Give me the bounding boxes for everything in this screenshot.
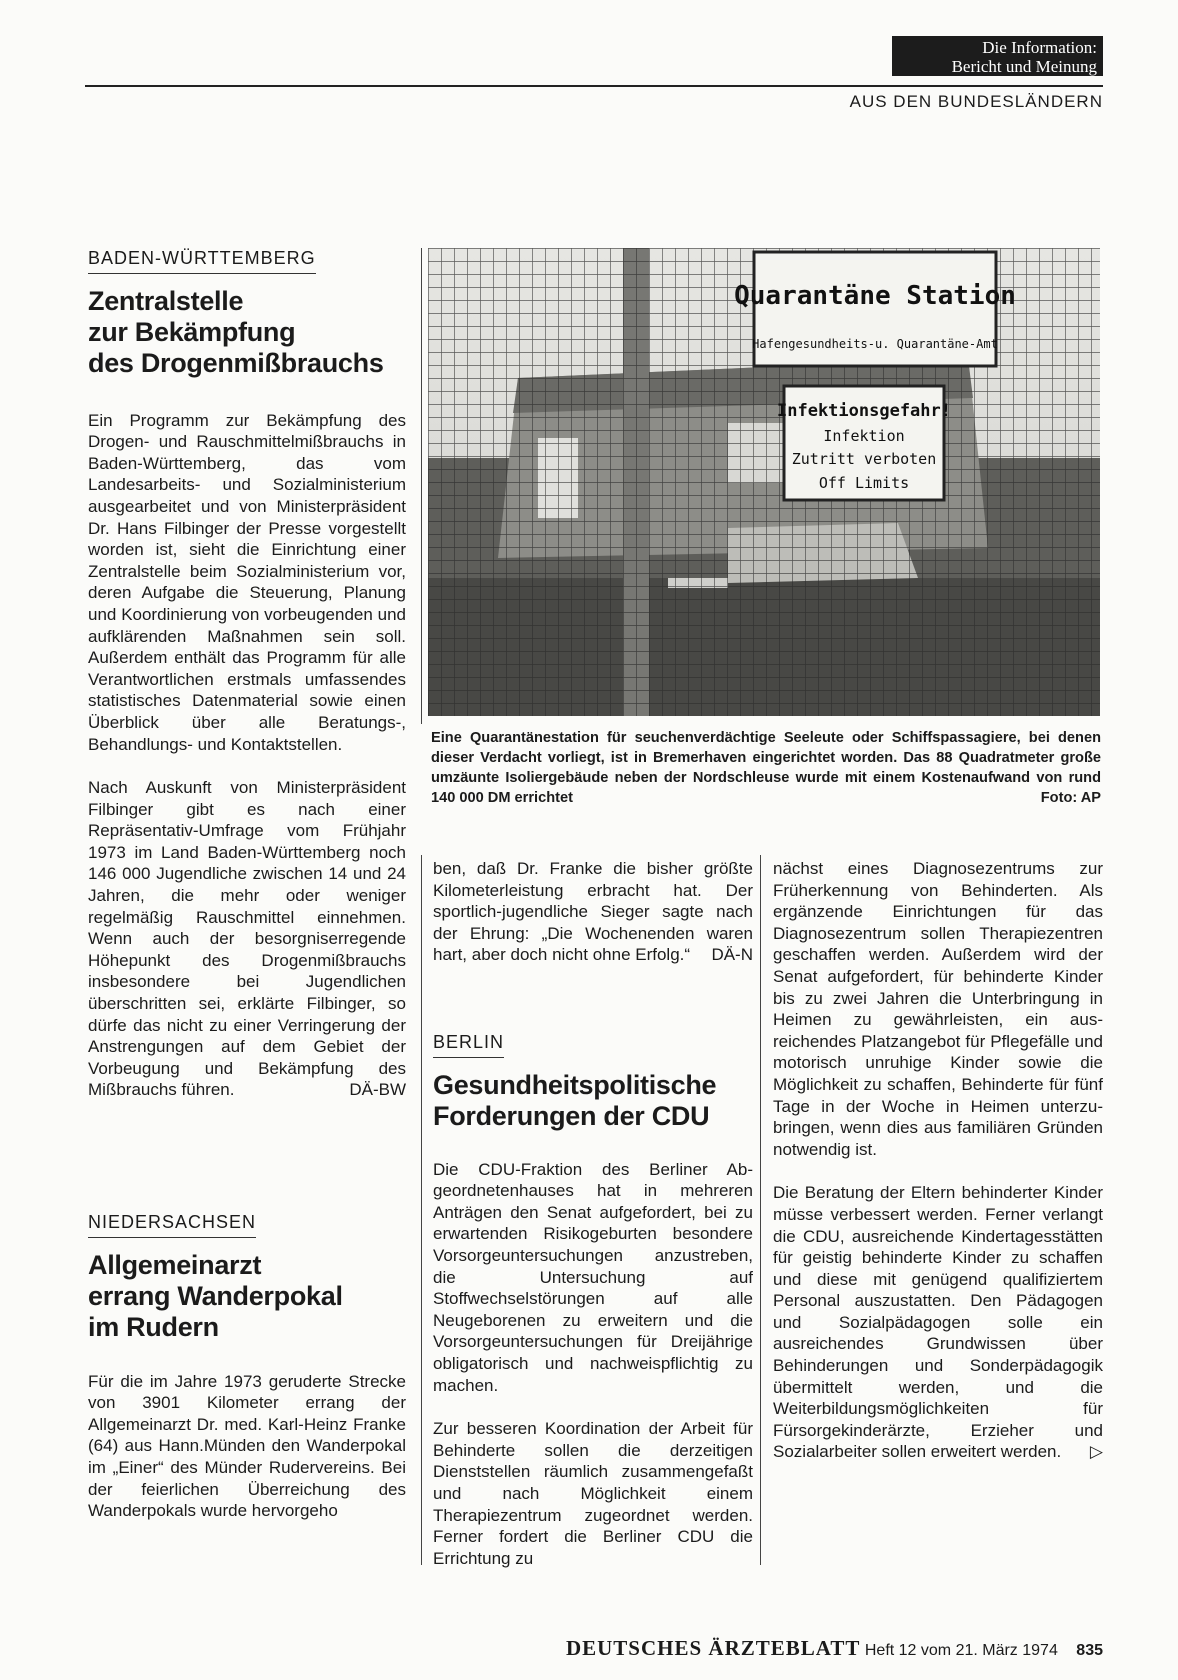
photo-illustration: [428, 248, 1100, 716]
headline-line: Forderungen der CDU: [433, 1100, 710, 1131]
brand-line-1: Die Information:: [982, 38, 1097, 57]
article-niedersachsen-continued: [433, 858, 753, 966]
paragraph: Die CDU-Fraktion des Berliner Abgeordnetenhauses hat in mehreren Anträgen den Senat aufgefordert, bei zu erwartenden Risikogeburten besondere Vorsorgeuntersuchungen anzustreben, die Untersuchung auf Stoffwechselstörungen auf alle Neugeborenen zu erweitern und die Vorsorgeuntersuchungen für Dreijährige obligatorisch und nachweispflichtig zu machen.: [433, 1159, 753, 1395]
article-berlin-continued: [773, 858, 1103, 1463]
header-rule: [85, 85, 1103, 87]
paragraph: [88, 777, 406, 1101]
paragraph: [433, 858, 753, 966]
paragraph-text: ben, daß Dr. Franke die bisher größte Kilometerleistung erbracht hat. Der sportlich-jugendliche Sieger sagte nach der Ehrung: „Die Wochenenden waren hart, aber doch nicht ohne Erfolg.“: [433, 859, 753, 965]
kicker-niedersachsen: NIEDERSACHSEN: [88, 1212, 256, 1238]
quarantine-station-photo: [428, 248, 1100, 716]
sign-line: Infektionsgefahr!: [777, 401, 951, 421]
paragraph: nächst eines Diagnosezentrums zur Früherkennung von Behinderten. Als ergänzende Einrichtungen für das Diagnosezentrum sollen Therapiezentren geschaffen werden. Außerdem wird der Senat aufgefordert, für behinderte Kinder bis zu zwei Jahren die Unterbringung in Heimen zu gewährleisten, ein ausreichendes Platzangebot für Pflegefälle und motorisch unruhige Kinder sowie die Möglichkeit zu schaffen, Behinderte für fünf Tage in der Woche in Heimen unterzubringen, wenn dies aus familiären Gründen notwendig ist.: [773, 859, 1103, 1159]
headline-line: Allgemeinarzt: [88, 1249, 262, 1280]
page-footer: [566, 1636, 1103, 1661]
column-rule: [760, 855, 761, 1565]
headline-line: Gesundheitspolitische: [433, 1069, 717, 1100]
kicker-baden-wuerttemberg: BADEN-WÜRTTEMBERG: [88, 248, 316, 274]
headline-line: des Drogenmißbrauchs: [88, 347, 384, 378]
article-berlin: [433, 1032, 753, 1569]
sign-quarantaene-station: [734, 252, 1016, 366]
photo-credit: Foto: AP: [1040, 790, 1101, 806]
kicker-berlin: BERLIN: [433, 1032, 504, 1058]
issue-info: Heft 12 vom 21. März 1974: [864, 1642, 1058, 1659]
sign-line: Infektion: [823, 427, 905, 445]
journal-masthead: DEUTSCHES ÄRZTEBLATT: [565, 1636, 861, 1660]
brand-line-2: Bericht und Meinung: [951, 57, 1097, 76]
paragraph: Zur besseren Koordination der Arbeit für Behinderte sollen die derzeitigen Dienststellen räumlich zusammengefaßt und nach Möglichkeit einem Therapiezentrum zugeordnet werden. Ferner fordert die Berliner CDU die Errichtung zu: [433, 1419, 753, 1568]
page-number: 835: [1076, 1642, 1103, 1659]
caption-text: Eine Quarantänestation für seuchenverdächtige Seeleute oder Schiffspassagiere, bei denen dieser Verdacht vorliegt, ist in Bremerhaven eingerichtet worden. Das 88 Quadratmeter große umzäunte Isoliergebäude neben der Nordschleuse wurde mit einem Kostenaufwand von rund 140 000 DM errichtet: [431, 730, 1101, 806]
sign-title: Quarantäne Station: [734, 281, 1016, 311]
sign-infektionsgefahr: [777, 386, 951, 500]
photo-caption: [431, 728, 1101, 808]
paragraph: [773, 1182, 1103, 1463]
headline-line: Zentralstelle: [88, 285, 244, 316]
headline-line: zur Bekämpfung: [88, 316, 296, 347]
author-credit: DÄ-BW: [349, 1080, 406, 1100]
article-niedersachsen: [88, 1212, 406, 1522]
headline-wanderpokal: [88, 1250, 406, 1343]
headline-cdu: [433, 1070, 753, 1132]
continue-arrow-icon: ▷: [1089, 1442, 1103, 1462]
paragraph-text: Die Beratung der Eltern behinderter Kinder müsse verbessert werden. Ferner verlangt die CDU, ausreichende Kindertagesstätten für geistig behinderte Kinder zu schaffen und diese mit genügend qualifiziertem Personal auszustatten. Den Pädagogen und Sozialpädagogen solle ein ausreichendes Grundwissen über Behinderungen und Sonderpädagogik übermittelt werden, und die Weiterbildungsmöglichkeiten für Fürsorgekinderärzte, Erzieher und Sozialarbeiter sollen erweitert werden.: [773, 1183, 1103, 1462]
author-credit: DÄ-N: [711, 945, 753, 965]
sign-line: Off Limits: [818, 474, 910, 492]
column-rule: [421, 855, 422, 1565]
headline-drogen: [88, 286, 406, 379]
sign-subtitle: Hafengesundheits-u. Quarantäne-Amt: [752, 337, 998, 351]
sign-line: Zutritt verboten: [791, 450, 937, 468]
headline-line: im Rudern: [88, 1311, 219, 1342]
section-label: AUS DEN BUNDESLÄNDERN: [849, 92, 1103, 111]
paragraph: Ein Programm zur Bekämpfung des Drogen- und Rauschmittelmißbrauchs in Baden-Württemberg, das vom Landesarbeits- und Sozialministerium ausgearbeitet und von Ministerpräsident Dr. Hans Filbinger der Presse vorgestellt worden ist, sieht die Einrichtung einer Zentralstelle beim Sozialministerium vor, deren Aufgabe die Steuerung, Planung und Koordinierung von vorbeugenden und aufklärenden Maßnahmen sein soll. Außerdem enthält das Programm für alle Verantwortlichen erstmals umfassendes statistisches Datenmaterial sowie einen Überblick über alle Beratungs-, Behandlungs- und Kontaktstellen.: [88, 410, 406, 754]
column-rule: [421, 248, 422, 724]
headline-line: errang Wanderpokal: [88, 1280, 343, 1311]
article-baden-wuerttemberg: [88, 248, 406, 1101]
section-brand-box: [892, 36, 1103, 76]
paragraph-text: Nach Auskunft von Ministerpräsident Filbinger gibt es nach einer Repräsentativ-Umfrage vom Frühjahr 1973 im Land Baden-Württemberg noch 146 000 Jugendliche zwischen 14 und 24 Jahren, die mehr oder weniger regelmäßig Rauschmittel einnehmen. Wenn auch der besorgniserregende Höhepunkt des Drogenmißbrauchs insbesondere bei Jugendlichen überschritten sei, erklärte Filbinger, so dürfe das nicht zu einer Verringerung der Anstrengungen auf dem Gebiet der Vorbeugung und Bekämpfung des Mißbrauchs führen.: [88, 778, 406, 1100]
paragraph: Für die im Jahre 1973 geruderte Strecke von 3901 Kilometer errang der Allgemeinarzt Dr. med. Karl-Heinz Franke (64) aus Hann.Münden den Wanderpokal im „Einer“ des Münder Rudervereins. Bei der feierlichen Überreichung des Wanderpokals wurde hervorgeho: [88, 1371, 406, 1521]
